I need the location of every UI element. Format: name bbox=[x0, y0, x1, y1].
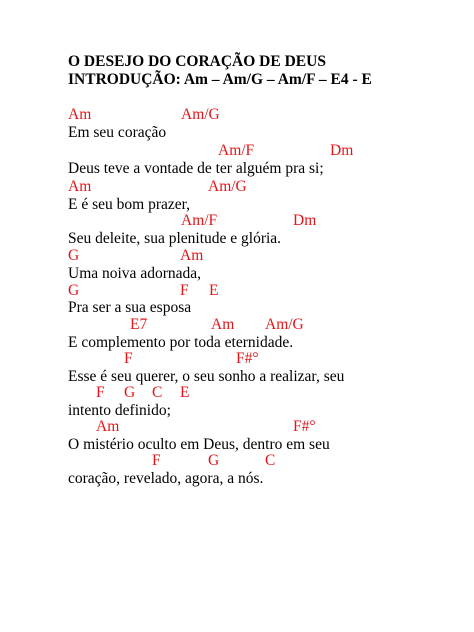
chord: G bbox=[68, 247, 80, 264]
chord: G bbox=[208, 452, 220, 469]
chord: C bbox=[265, 452, 276, 469]
chord: Am bbox=[68, 178, 92, 195]
chord: Am/F bbox=[181, 212, 218, 229]
chord: Am bbox=[211, 316, 235, 333]
chord: G bbox=[68, 282, 80, 299]
chord: Dm bbox=[330, 142, 354, 159]
lyric-line: Em seu coração bbox=[68, 124, 167, 141]
chord: G bbox=[124, 384, 136, 401]
chord: F#° bbox=[293, 418, 316, 435]
chord: Am bbox=[68, 106, 92, 123]
chord: F bbox=[180, 282, 189, 299]
lyric-line: Deus teve a vontade de ter alguém pra si; bbox=[68, 160, 324, 177]
chord: C bbox=[152, 384, 163, 401]
chord: Dm bbox=[293, 212, 317, 229]
lyric-line: Seu deleite, sua plenitude e glória. bbox=[68, 230, 282, 247]
lyric-line: Esse é seu querer, o seu sonho a realizar, seu bbox=[68, 368, 345, 385]
lyric-line: coração, revelado, agora, a nós. bbox=[68, 470, 264, 487]
lyric-line: O mistério oculto em Deus, dentro em seu bbox=[68, 436, 330, 453]
lyric-line: E complemento por toda eternidade. bbox=[68, 334, 294, 351]
chord: F bbox=[96, 384, 105, 401]
chord: E7 bbox=[130, 316, 148, 333]
song-title: O DESEJO DO CORAÇÃO DE DEUS bbox=[68, 53, 326, 70]
lyric-line: E é seu bom prazer, bbox=[68, 196, 191, 213]
chord: F bbox=[124, 350, 133, 367]
chord: Am/F bbox=[218, 142, 255, 159]
chord: Am/G bbox=[265, 316, 304, 333]
chord: E bbox=[209, 282, 219, 299]
chord: E bbox=[180, 384, 190, 401]
chord: F bbox=[152, 452, 161, 469]
chord: Am/G bbox=[208, 178, 247, 195]
lyric-line: Pra ser a sua esposa bbox=[68, 299, 192, 316]
chord: F#° bbox=[236, 350, 259, 367]
chord: Am bbox=[96, 418, 120, 435]
intro-line: INTRODUÇÃO: Am – Am/G – Am/F – E4 - E bbox=[68, 71, 372, 88]
chord: Am/G bbox=[181, 106, 220, 123]
lyric-line: Uma noiva adornada, bbox=[68, 265, 201, 282]
lyric-line: intento definido; bbox=[68, 402, 171, 419]
chord: Am bbox=[180, 247, 204, 264]
